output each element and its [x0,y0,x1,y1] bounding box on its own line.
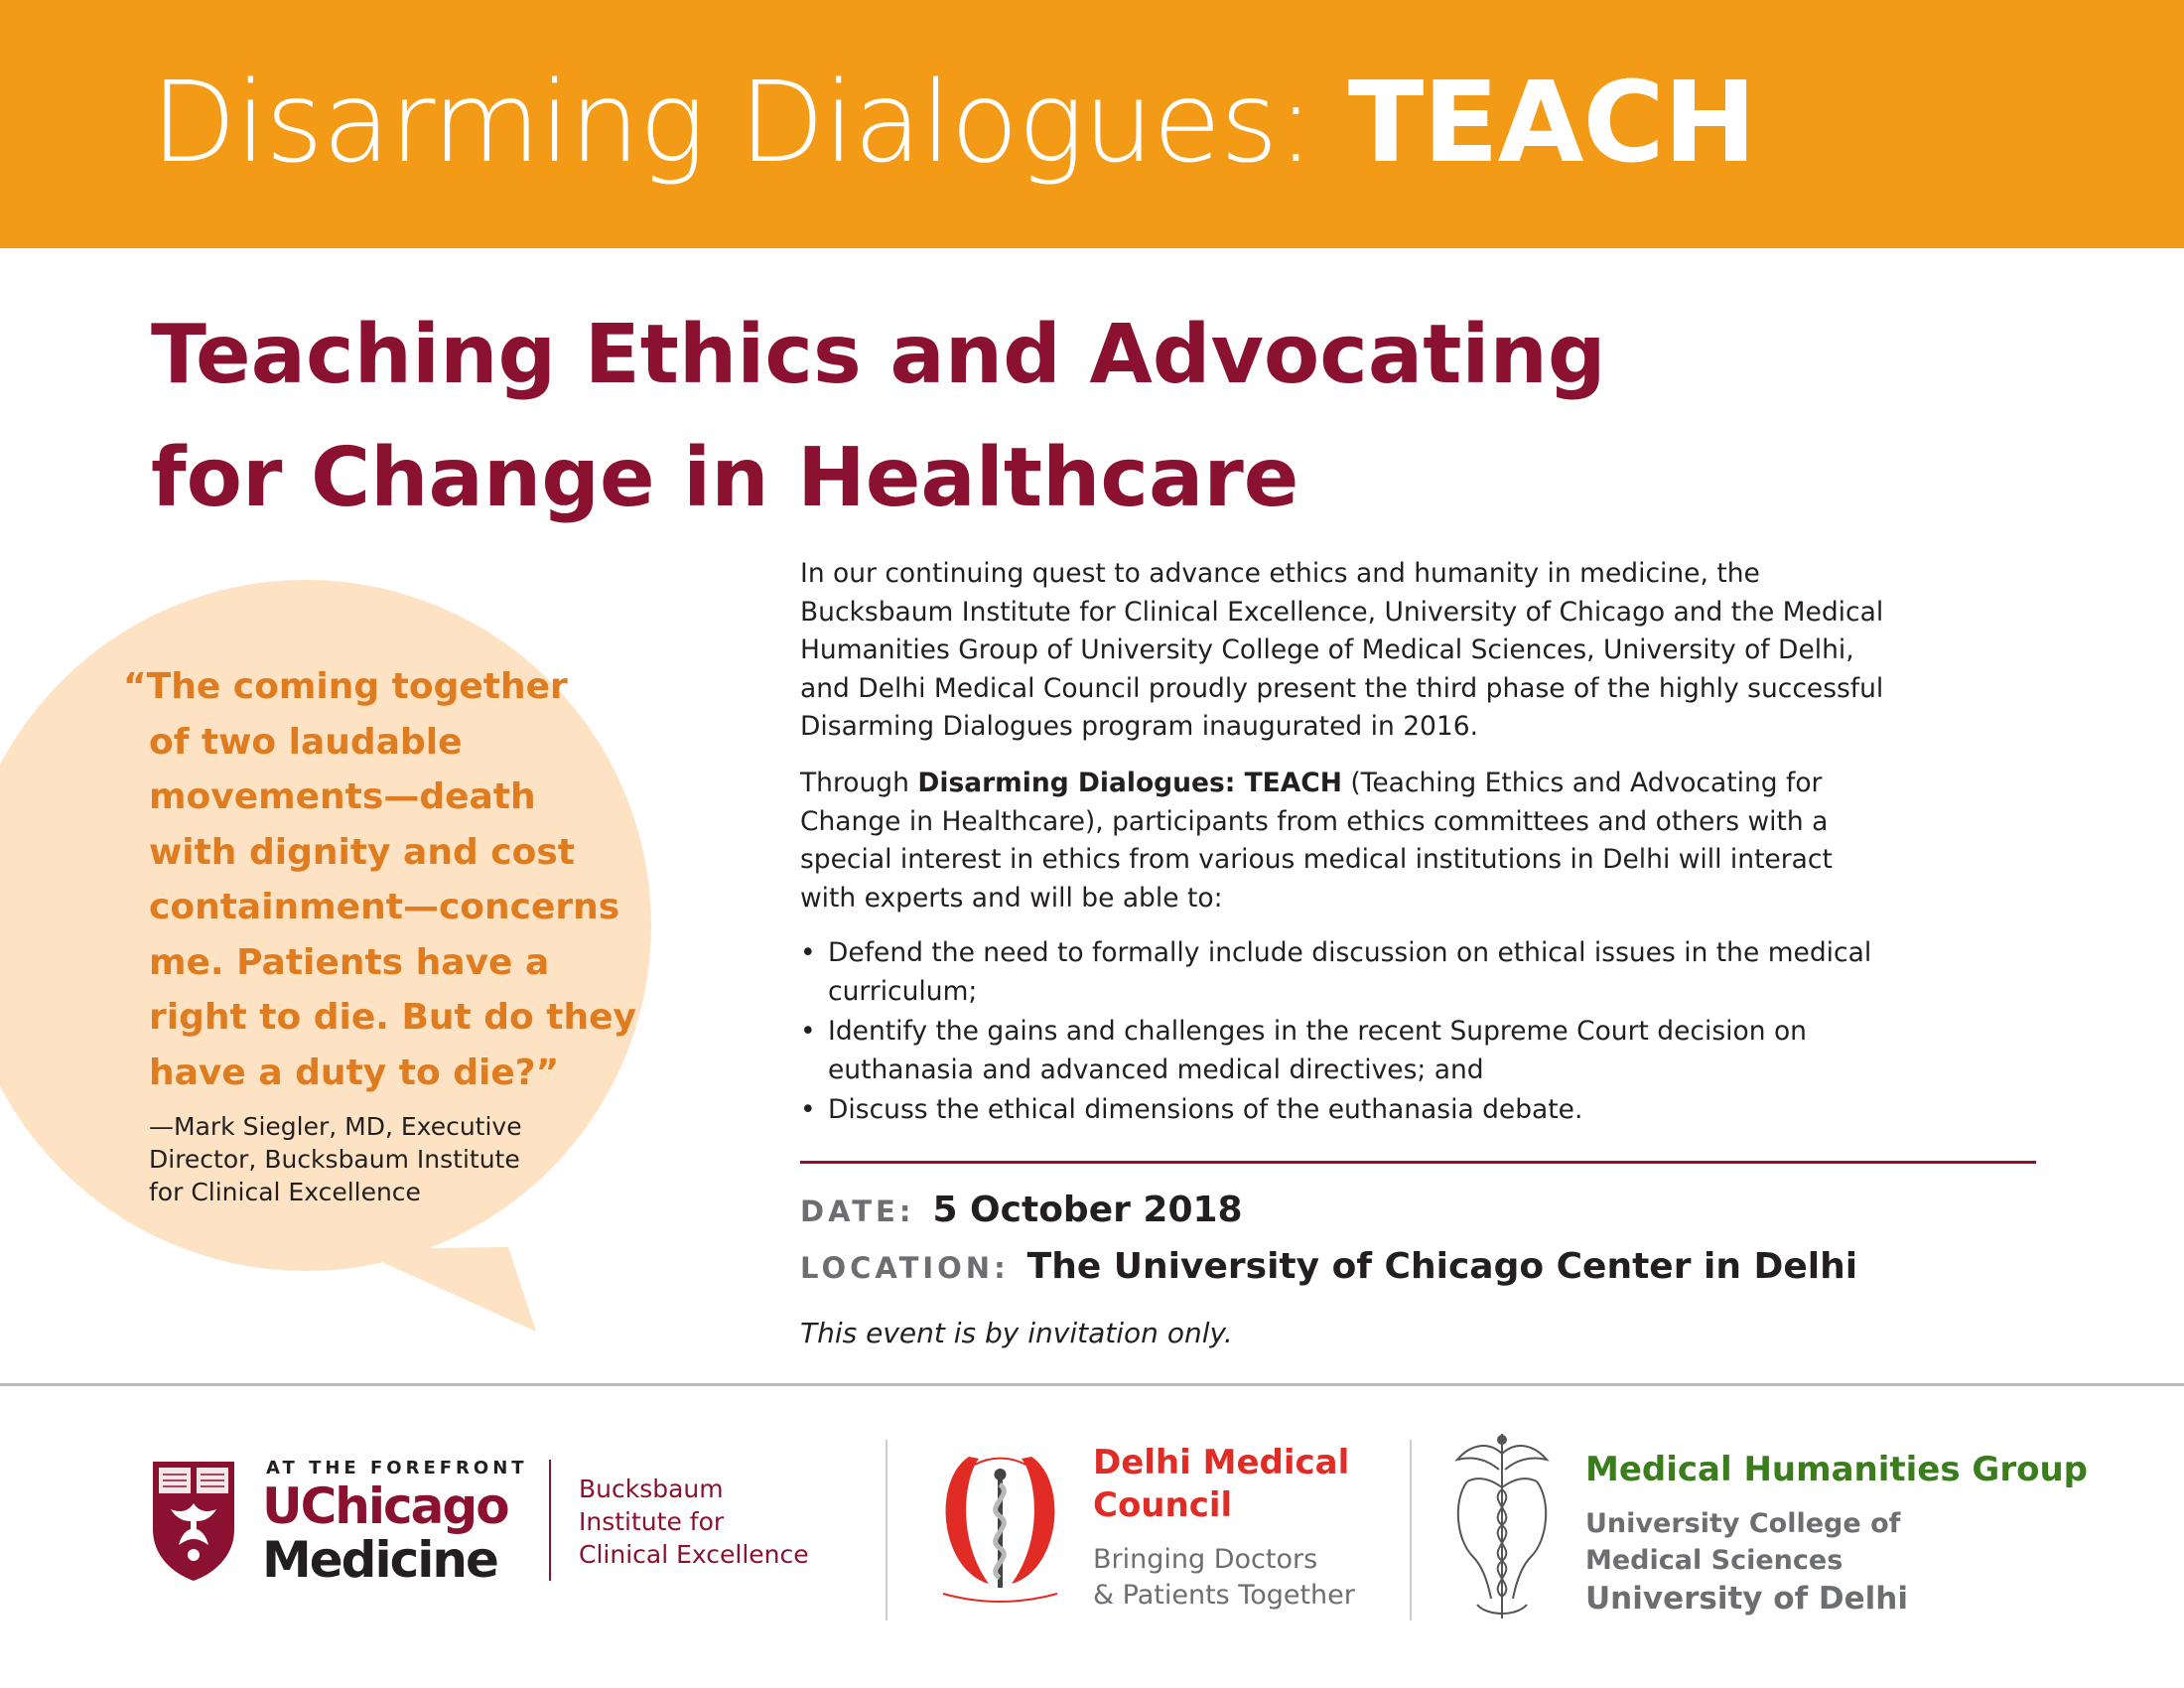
quote-line: containment—concerns [149,887,620,927]
dmc-name [1093,1442,1401,1527]
banner-title-bold: TEACH [1347,59,1756,188]
uchicago-tagline: AT THE FOREFRONT [266,1458,528,1478]
mhg-college-line: Medical Sciences [1585,1545,1843,1576]
objectives-list [800,934,2091,1132]
date-label: DATE: [800,1195,915,1228]
quote-line: of two laudable [149,721,463,763]
uchicago-medicine: Medicine [262,1531,497,1589]
dmc-tagline-line: Bringing Doctors [1093,1544,1318,1575]
quote-line: movements—death [149,776,536,817]
list-item-line: Identify the gains and challenges in the recent Supreme Court decision on [828,1016,1807,1047]
institute-line: Bucksbaum [579,1475,724,1503]
list-item-line: Defend the need to formally include discussion on ethical issues in the medical [828,937,1872,968]
list-item [800,1091,2091,1130]
logo-divider [1410,1440,1412,1620]
mhg-college [1585,1505,1982,1579]
list-item-line: curriculum; [828,975,978,1007]
date-value: 5 October 2018 [932,1190,1243,1230]
list-item-line: euthanasia and advanced medical directives; and [828,1054,1484,1085]
header-banner [0,0,2184,248]
uchicago-name: UChicago [262,1477,508,1535]
mhg-name: Medical Humanities Group [1585,1450,2088,1489]
bullet-icon: • [800,1094,816,1125]
medical-humanities-emblem [1447,1430,1557,1620]
dmc-name-line: Council [1093,1485,1233,1525]
paragraph-line: In our continuing quest to advance ethics and humanity in medicine, the [800,558,1760,589]
event-location [800,1246,1857,1287]
mhg-university: University of Delhi [1585,1581,1908,1617]
paragraph-line: Disarming Dialogues program inaugurated in 2016. [800,711,1479,742]
list-item-line: Discuss the ethical dimensions of the euthanasia debate. [828,1094,1583,1125]
paragraph-line [800,765,2091,803]
footer-divider [0,1383,2184,1386]
invitation-note: This event is by invitation only. [800,1317,1233,1349]
banner-title-light: Disarming Dialogues: [151,59,1348,188]
paragraph-line: Bucksbaum Institute for Clinical Excellence, University of Chicago and the Medical [800,596,1884,628]
quote-line: me. Patients have a [149,941,550,983]
uchicago-shield-logo [151,1460,236,1583]
bucksbaum-institute-name [579,1473,857,1571]
list-item [800,934,2091,1011]
list-item [800,1013,2091,1089]
location-label: LOCATION: [800,1251,1010,1285]
paragraph-rest: (Teaching Ethics and Advocating for [1341,768,1823,798]
bullet-icon: • [800,937,816,968]
attribution-line: —Mark Siegler, MD, Executive [149,1112,522,1141]
quote-line: have a duty to die?” [149,1052,560,1093]
bullet-icon: • [800,1016,816,1047]
pull-quote [123,659,679,1100]
paragraph-line: special interest in ethics from various medical institutions in Delhi will interact [800,844,1833,875]
quote-line: right to die. But do they [149,997,637,1038]
quote-attribution [149,1110,596,1208]
dmc-tagline-line: & Patients Together [1093,1580,1355,1611]
location-value: The University of Chicago Center in Delhi [1026,1246,1858,1287]
program-paragraph [800,765,2091,917]
section-divider [800,1161,2036,1164]
quote-line: with dignity and cost [149,831,575,873]
uchicago-divider [549,1460,551,1581]
attribution-line: for Clinical Excellence [149,1178,421,1206]
subtitle-line-1: Teaching Ethics and Advocating [151,308,1606,402]
dmc-tagline [1093,1542,1401,1614]
page-subtitle [151,294,2037,540]
program-name: Disarming Dialogues: TEACH [917,768,1342,798]
mhg-college-line: University College of [1585,1508,1901,1539]
paragraph-line: with experts and will be able to: [800,882,1223,914]
paragraph-line: and Delhi Medical Council proudly present the third phase of the highly successful [800,672,1884,704]
subtitle-line-2: for Change in Healthcare [151,431,1299,525]
delhi-medical-council-seal [923,1435,1077,1609]
paragraph-intro: Through [800,768,918,798]
attribution-line: Director, Bucksbaum Institute [149,1145,520,1174]
intro-paragraph [800,555,2091,747]
paragraph-line: Change in Healthcare), participants from ethics committees and others with a [800,805,1829,837]
institute-line: Clinical Excellence [579,1540,809,1569]
quote-line: “The coming together [123,666,568,707]
logo-divider [886,1440,887,1620]
banner-title [151,59,1756,188]
institute-line: Institute for [579,1507,725,1536]
dmc-name-line: Delhi Medical [1093,1443,1350,1482]
event-date [800,1190,1243,1230]
paragraph-line: Humanities Group of University College of Medical Sciences, University of Delhi, [800,634,1854,665]
